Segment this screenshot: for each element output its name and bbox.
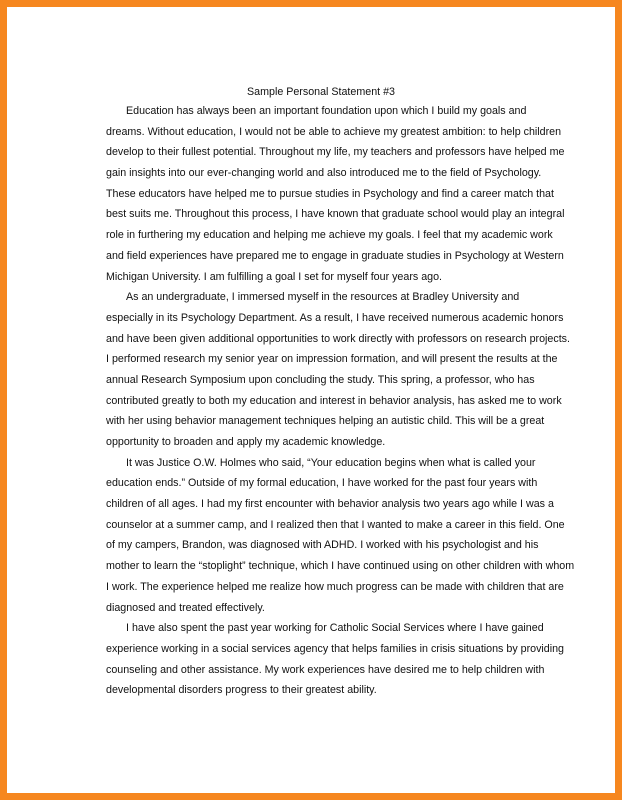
text-line: As an undergraduate, I immersed myself in the resources at Bradley University and xyxy=(126,291,520,304)
text-line: I performed research my senior year on impression formation, and will present the results at the xyxy=(106,353,558,366)
text-line: and have been given additional opportunities to work directly with professors on research projects. xyxy=(106,332,570,345)
text-line: experience working in a social services agency that helps families in crisis situations by providing xyxy=(106,642,564,655)
text-line: and field experiences have prepared me to engage in graduate studies in Psychology at Western xyxy=(106,249,564,262)
text-line: These educators have helped me to pursue studies in Psychology and find a career match that xyxy=(106,187,554,200)
text-line: contributed greatly to both my education and interest in behavior analysis, has asked me to work xyxy=(106,394,562,407)
document-page xyxy=(106,83,575,701)
text-line: role in furthering my education and helping me achieve my goals. I feel that my academic work xyxy=(106,229,553,242)
text-line: counselor at a summer camp, and I realized then that I wanted to make a career in this field. One xyxy=(106,518,565,531)
paragraph-2 xyxy=(106,287,570,453)
text-line: education ends.” Outside of my formal education, I have worked for the past four years with xyxy=(106,477,538,490)
text-line: opportunity to broaden and apply my academic knowledge. xyxy=(106,436,386,448)
text-line: best suits me. Throughout this process, I have known that graduate school would play an integral xyxy=(106,208,565,221)
text-line: children of all ages. I had my first encounter with behavior analysis two years ago while I was a xyxy=(106,498,554,511)
text-line: develop to their fullest potential. Throughout my life, my teachers and professors have helped me xyxy=(106,146,565,159)
text-line: Michigan University. I am fulfilling a goal I set for myself four years ago. xyxy=(106,270,442,283)
text-line: counseling and other assistance. My work experiences have desired me to help children with xyxy=(106,663,545,676)
text-line: mother to learn the “stoplight” technique, which I have continued using on other children with whom xyxy=(106,560,575,573)
paragraph-4 xyxy=(106,618,564,701)
text-line: I work. The experience helped me realize how much progress can be made with children that are xyxy=(106,580,564,593)
text-line: with her using behavior management techniques helping an autistic child. This will be a great xyxy=(106,415,545,428)
text-line: diagnosed and treated effectively. xyxy=(106,601,265,614)
paragraph-1 xyxy=(106,101,565,287)
text-line: gain insights into our ever-changing world and also introduced me to the field of Psychology. xyxy=(106,167,542,180)
text-line: especially in its Psychology Department. As a result, I have received numerous academic honors xyxy=(106,311,564,324)
text-line: annual Research Symposium upon concluding the study. This spring, a professor, who has xyxy=(106,373,535,386)
document-title: Sample Personal Statement #3 xyxy=(247,86,395,98)
text-line: developmental disorders progress to their greatest ability. xyxy=(106,684,377,697)
text-line: Education has always been an important foundation upon which I build my goals and xyxy=(126,105,527,117)
text-line: of my campers, Brandon, was diagnosed with ADHD. I worked with his psychologist and his xyxy=(106,539,539,552)
text-line: I have also spent the past year working for Catholic Social Services where I have gained xyxy=(126,622,544,635)
text-line: dreams. Without education, I would not be able to achieve my greatest ambition: to help children xyxy=(106,125,562,138)
paragraph-3 xyxy=(106,453,575,619)
text-line: It was Justice O.W. Holmes who said, “Your education begins when what is called your xyxy=(126,456,536,469)
